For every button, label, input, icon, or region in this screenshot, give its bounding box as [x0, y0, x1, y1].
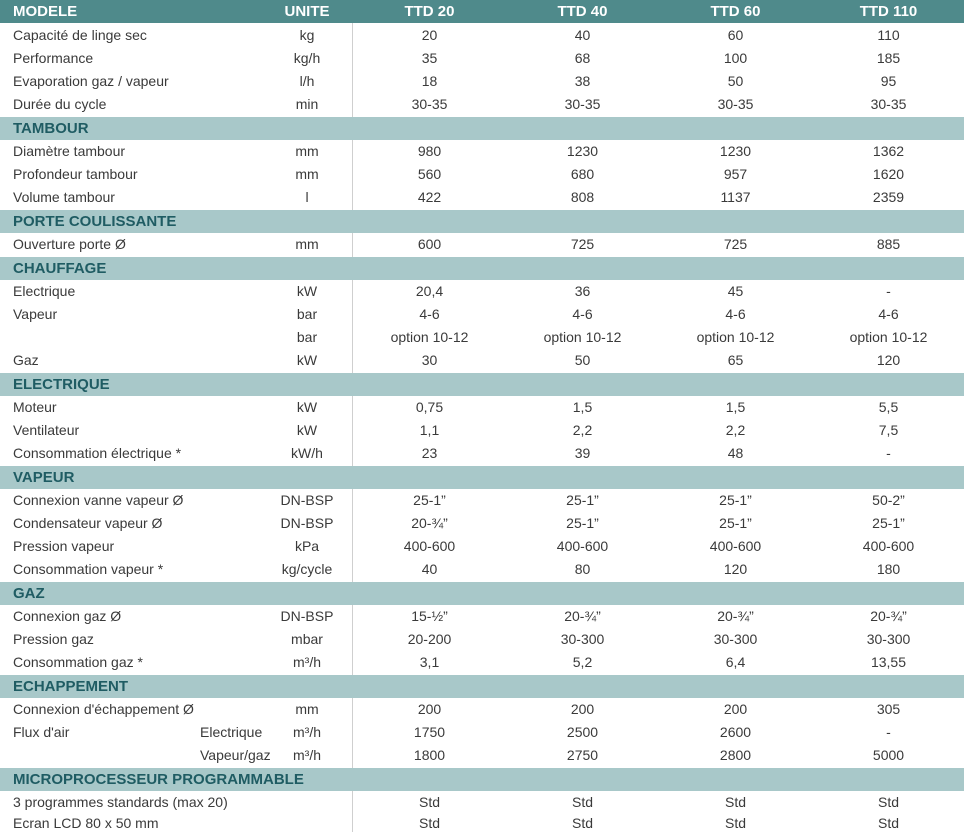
- row-unit: m³/h: [293, 724, 321, 740]
- row-unit: m³/h: [293, 654, 321, 670]
- row-label: Consommation vapeur *: [13, 561, 164, 577]
- row-label: Ventilateur: [13, 422, 80, 438]
- table-row: [0, 303, 964, 326]
- table-row: [0, 605, 964, 628]
- value-ttd60: 25-1”: [719, 492, 752, 508]
- row-unit: mm: [295, 701, 319, 717]
- value-ttd40: 1,5: [572, 399, 593, 415]
- row-label: Capacité de linge sec: [13, 27, 147, 43]
- section-header-row: [0, 257, 964, 280]
- value-ttd40: 25-1”: [566, 515, 599, 531]
- value-ttd110: 305: [876, 701, 901, 717]
- table-row: [0, 70, 964, 93]
- value-ttd20: Std: [418, 794, 440, 810]
- table-row: [0, 791, 964, 814]
- header-row: [0, 0, 964, 23]
- row-unit: kW: [296, 283, 318, 299]
- table-row: [0, 233, 964, 256]
- header-model-label: MODELE: [13, 3, 78, 20]
- value-ttd40: Std: [571, 815, 593, 831]
- table-row: [0, 280, 964, 303]
- value-ttd20: 4-6: [419, 306, 440, 322]
- table-row: [0, 419, 964, 442]
- value-ttd60: 2800: [719, 747, 752, 763]
- value-ttd60: 20-¾”: [717, 608, 754, 624]
- value-ttd20: 200: [417, 701, 442, 717]
- value-ttd60: 45: [727, 283, 744, 299]
- value-ttd110: 30-35: [870, 96, 907, 112]
- value-ttd40: 30-35: [564, 96, 601, 112]
- section-title: TAMBOUR: [13, 120, 89, 137]
- value-ttd20: 3,1: [419, 654, 440, 670]
- value-ttd110: 50-2”: [872, 492, 905, 508]
- row-unit: kW: [296, 352, 318, 368]
- value-ttd60: 30-35: [717, 96, 754, 112]
- value-ttd40: 68: [574, 50, 591, 66]
- row-label: Electrique: [13, 283, 76, 299]
- row-unit: kg: [299, 27, 315, 43]
- value-ttd20: 30: [421, 352, 438, 368]
- value-ttd20: 1,1: [419, 422, 440, 438]
- value-ttd20: 1800: [413, 747, 446, 763]
- value-ttd60: 60: [727, 27, 744, 43]
- value-ttd20: 400-600: [403, 538, 456, 554]
- table-row: [0, 535, 964, 558]
- value-ttd20: 23: [421, 445, 438, 461]
- value-ttd60: 100: [723, 50, 748, 66]
- value-ttd60: 1137: [720, 189, 751, 205]
- row-label: Consommation électrique *: [13, 445, 182, 461]
- value-ttd40: 2,2: [572, 422, 593, 438]
- value-ttd110: 2359: [872, 189, 905, 205]
- row-unit: bar: [296, 329, 318, 345]
- value-ttd20: 20: [421, 27, 438, 43]
- row-label: Performance: [13, 50, 94, 66]
- value-ttd110: Std: [877, 815, 899, 831]
- value-ttd20: 560: [417, 166, 442, 182]
- value-ttd20: option 10-12: [390, 329, 469, 345]
- value-ttd110: 7,5: [878, 422, 899, 438]
- value-ttd110: 25-1”: [872, 515, 905, 531]
- section-title: GAZ: [13, 585, 45, 602]
- value-ttd110: 180: [876, 561, 901, 577]
- table-row: [0, 744, 964, 767]
- table-row: [0, 396, 964, 419]
- value-ttd60: 2,2: [725, 422, 746, 438]
- value-ttd20: 25-1”: [413, 492, 446, 508]
- value-ttd110: 1620: [872, 166, 905, 182]
- section-header-row: [0, 675, 964, 698]
- value-ttd20: 20,4: [415, 283, 444, 299]
- row-label: Vapeur: [13, 306, 58, 322]
- value-ttd40: 2750: [566, 747, 599, 763]
- row-label: Durée du cycle: [13, 96, 107, 112]
- value-ttd40: 40: [574, 27, 591, 43]
- row-unit: kW: [296, 399, 318, 415]
- section-header-row: [0, 117, 964, 140]
- value-ttd40: 25-1”: [566, 492, 599, 508]
- value-ttd110: option 10-12: [849, 329, 928, 345]
- value-ttd110: 120: [876, 352, 901, 368]
- value-ttd110: 20-¾”: [870, 608, 907, 624]
- value-ttd60: Std: [724, 815, 746, 831]
- row-label: Evaporation gaz / vapeur: [13, 73, 169, 89]
- table-row: [0, 93, 964, 116]
- value-ttd20: 18: [421, 73, 438, 89]
- value-ttd20: 20-200: [407, 631, 452, 647]
- table-row: [0, 186, 964, 209]
- value-ttd40: 4-6: [572, 306, 593, 322]
- value-ttd110: 400-600: [862, 538, 915, 554]
- value-ttd110: 110: [877, 27, 900, 43]
- table-row: [0, 349, 964, 372]
- value-ttd110: -: [886, 724, 891, 740]
- value-ttd60: 6,4: [725, 654, 746, 670]
- row-unit: l/h: [299, 73, 315, 89]
- table-row: [0, 721, 964, 744]
- row-unit: min: [295, 96, 319, 112]
- value-ttd40: 36: [574, 283, 591, 299]
- section-title: ELECTRIQUE: [13, 376, 110, 393]
- value-ttd20: 0,75: [415, 399, 444, 415]
- section-header-row: [0, 373, 964, 396]
- table-row: [0, 326, 964, 349]
- value-ttd20: 422: [417, 189, 442, 205]
- row-unit: mm: [295, 236, 319, 252]
- row-label: Pression vapeur: [13, 538, 115, 554]
- header-unit-label: UNITE: [284, 3, 330, 20]
- section-title: ECHAPPEMENT: [13, 678, 129, 695]
- table-row: [0, 512, 964, 535]
- row-label: Profondeur tambour: [13, 166, 138, 182]
- header-model-ttd110: TTD 110: [859, 3, 918, 20]
- row-label: Ecran LCD 80 x 50 mm: [13, 815, 159, 831]
- section-title: VAPEUR: [13, 469, 75, 486]
- row-label: Ouverture porte Ø: [13, 236, 126, 252]
- row-unit: kg/h: [293, 50, 321, 66]
- row-unit: [252, 791, 362, 814]
- value-ttd110: 185: [876, 50, 901, 66]
- value-ttd40: 725: [570, 236, 595, 252]
- row-sublabel: Electrique: [200, 724, 263, 740]
- header-model-ttd20: TTD 20: [404, 3, 455, 20]
- row-label: Diamètre tambour: [13, 143, 126, 159]
- row-label: Gaz: [13, 352, 39, 368]
- row-label: Connexion vanne vapeur Ø: [13, 492, 184, 508]
- value-ttd110: -: [886, 283, 891, 299]
- value-ttd20: 30-35: [411, 96, 448, 112]
- row-label: Pression gaz: [13, 631, 94, 647]
- table-row: [0, 651, 964, 674]
- row-unit: kPa: [294, 538, 320, 554]
- value-ttd40: option 10-12: [543, 329, 622, 345]
- value-ttd60: 25-1”: [719, 515, 752, 531]
- value-ttd110: 885: [876, 236, 901, 252]
- value-ttd110: 5,5: [878, 399, 899, 415]
- table-row: [0, 489, 964, 512]
- header-model-ttd40: TTD 40: [557, 3, 608, 20]
- table-row: [0, 558, 964, 581]
- value-ttd40: 30-300: [560, 631, 605, 647]
- row-label: Connexion d'échappement Ø: [13, 701, 194, 717]
- value-ttd40: 39: [574, 445, 591, 461]
- section-title: CHAUFFAGE: [13, 260, 107, 277]
- row-unit: mbar: [291, 631, 323, 647]
- row-unit: DN-BSP: [280, 515, 334, 531]
- table-row: [0, 698, 964, 721]
- row-unit: l: [305, 189, 309, 205]
- value-ttd40: 50: [574, 352, 591, 368]
- value-ttd20: 20-¾”: [411, 515, 448, 531]
- value-ttd110: 95: [880, 73, 897, 89]
- value-ttd40: Std: [571, 794, 593, 810]
- value-ttd60: option 10-12: [696, 329, 775, 345]
- value-ttd110: -: [886, 445, 891, 461]
- value-ttd20: 980: [417, 143, 442, 159]
- row-unit: m³/h: [293, 747, 321, 763]
- row-unit: kW: [296, 422, 318, 438]
- header-model-ttd60: TTD 60: [710, 3, 761, 20]
- value-ttd110: 5000: [872, 747, 905, 763]
- value-ttd40: 38: [574, 73, 591, 89]
- value-ttd40: 680: [570, 166, 595, 182]
- row-unit: kg/cycle: [281, 561, 333, 577]
- table-row: [0, 163, 964, 186]
- value-ttd40: 80: [574, 561, 591, 577]
- value-ttd20: 15-½”: [411, 608, 448, 624]
- row-unit: DN-BSP: [280, 608, 334, 624]
- table-row: [0, 140, 964, 163]
- row-unit: kW/h: [291, 445, 323, 461]
- value-ttd40: 808: [570, 189, 595, 205]
- value-ttd60: 200: [723, 701, 748, 717]
- table-row: [0, 24, 964, 47]
- section-header-row: [0, 582, 964, 605]
- row-unit: mm: [295, 143, 319, 159]
- section-title: PORTE COULISSANTE: [13, 213, 177, 230]
- value-ttd110: Std: [877, 794, 899, 810]
- value-ttd20: Std: [418, 815, 440, 831]
- table-row: [0, 442, 964, 465]
- value-ttd60: 957: [723, 166, 748, 182]
- value-ttd60: 48: [727, 445, 744, 461]
- row-label: Connexion gaz Ø: [13, 608, 122, 624]
- row-unit: mm: [295, 166, 319, 182]
- value-ttd40: 200: [570, 701, 595, 717]
- value-ttd40: 20-¾”: [564, 608, 601, 624]
- value-ttd60: 725: [723, 236, 748, 252]
- value-ttd110: 1362: [872, 143, 905, 159]
- value-ttd60: Std: [724, 794, 746, 810]
- value-ttd110: 4-6: [878, 306, 899, 322]
- table-row: [0, 47, 964, 70]
- value-ttd20: 600: [417, 236, 442, 252]
- row-label: Condensateur vapeur Ø: [13, 515, 163, 531]
- value-ttd40: 1230: [566, 143, 599, 159]
- section-header-row: [0, 466, 964, 489]
- section-title: MICROPROCESSEUR PROGRAMMABLE: [13, 771, 304, 788]
- row-label: Volume tambour: [13, 189, 115, 205]
- value-ttd40: 400-600: [556, 538, 609, 554]
- value-ttd60: 50: [727, 73, 744, 89]
- row-label: 3 programmes standards (max 20): [13, 794, 228, 810]
- value-ttd60: 65: [727, 352, 744, 368]
- value-ttd60: 1,5: [725, 399, 746, 415]
- value-ttd60: 2600: [719, 724, 752, 740]
- value-ttd20: 40: [421, 561, 438, 577]
- value-ttd60: 4-6: [725, 306, 746, 322]
- section-header-row: [0, 768, 964, 791]
- value-ttd60: 30-300: [713, 631, 758, 647]
- value-ttd110: 13,55: [870, 654, 907, 670]
- row-unit: bar: [296, 306, 318, 322]
- value-ttd20: 1750: [413, 724, 446, 740]
- value-ttd110: 30-300: [866, 631, 911, 647]
- table-row: [0, 628, 964, 651]
- row-label: Flux d'air: [13, 724, 70, 740]
- value-ttd60: 400-600: [709, 538, 762, 554]
- row-sublabel: Vapeur/gaz: [200, 747, 271, 763]
- section-header-row: [0, 210, 964, 233]
- row-label: Consommation gaz *: [13, 654, 143, 670]
- row-unit: DN-BSP: [280, 492, 334, 508]
- value-ttd40: 2500: [566, 724, 599, 740]
- value-ttd60: 1230: [719, 143, 752, 159]
- row-label: Moteur: [13, 399, 57, 415]
- value-ttd40: 5,2: [572, 654, 593, 670]
- value-ttd20: 35: [421, 50, 438, 66]
- value-ttd60: 120: [723, 561, 748, 577]
